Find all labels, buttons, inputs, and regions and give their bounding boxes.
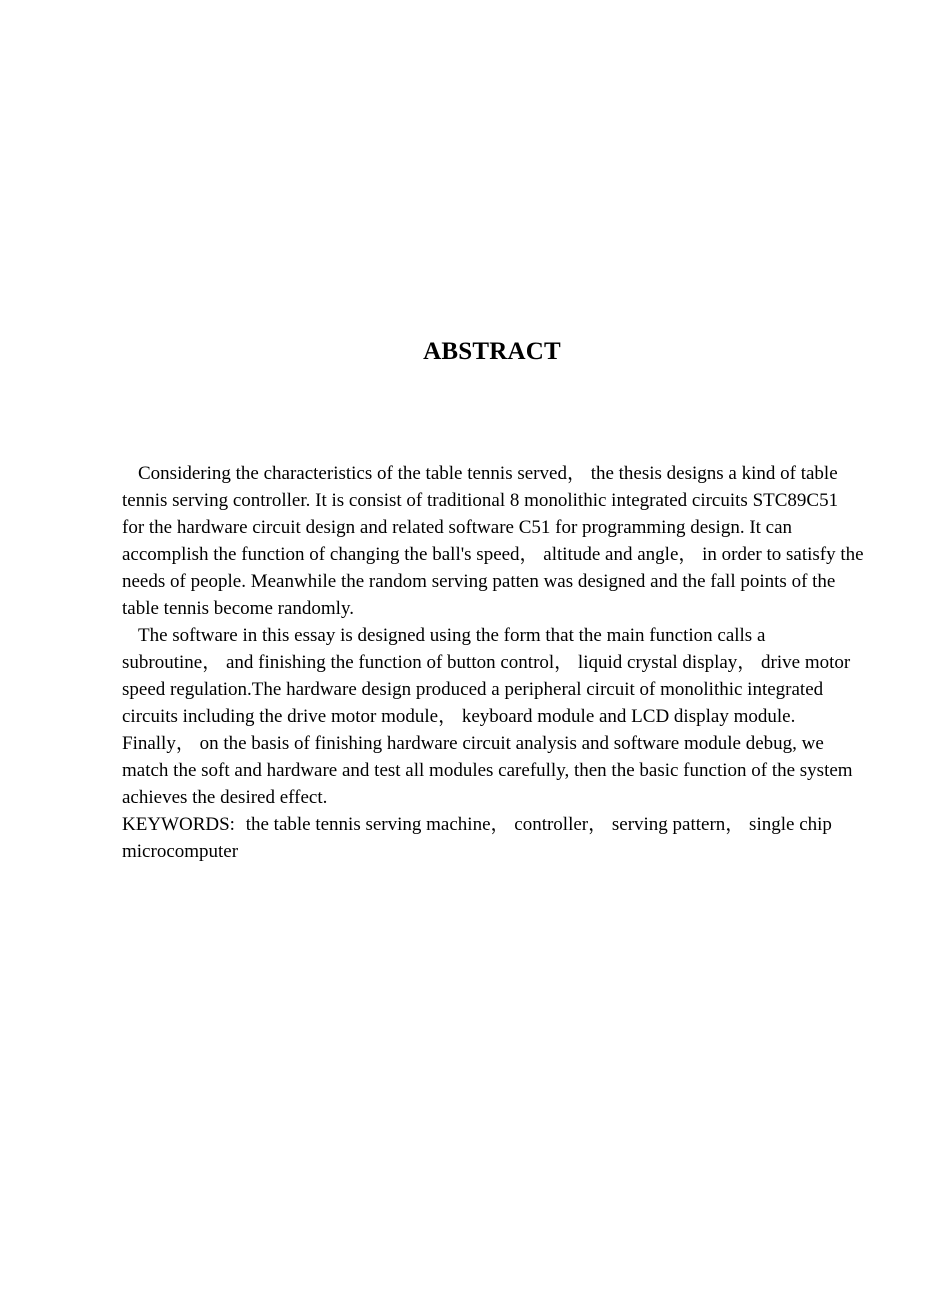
abstract-paragraph-1: Considering the characteristics of the table tennis served， the thesis designs a kind of table tennis serving controller. It is consist of traditional 8 monolithic integrated circuits STC89C51 for the hardware circuit design and related software C51 for programming design. It can accomplish the function of changing the ball's speed， altitude and angle， in order to satisfy the needs of people. Meanwhile the random serving patten was designed and the fall points of the table tennis become randomly.	[122, 463, 864, 619]
abstract-paragraph-2: The software in this essay is designed using the form that the main function calls a subroutine， and finishing the function of button control， liquid crystal display， drive motor speed regulation.The hardware design produced a peripheral circuit of monolithic integrated circuits including the drive motor module， keyboard module and LCD display module. Finally， on the basis of finishing hardware circuit analysis and software module debug, we match the soft and hardware and test all modules carefully, then the basic function of the system achieves the desired effect.	[122, 625, 853, 808]
abstract-title: ABSTRACT	[423, 338, 561, 365]
keywords-label: KEYWORDS:	[122, 814, 235, 835]
keywords-text: the table tennis serving machine， controller， serving pattern， single chip microcomputer	[122, 814, 832, 862]
abstract-body	[122, 460, 864, 865]
keywords-line	[122, 811, 864, 865]
